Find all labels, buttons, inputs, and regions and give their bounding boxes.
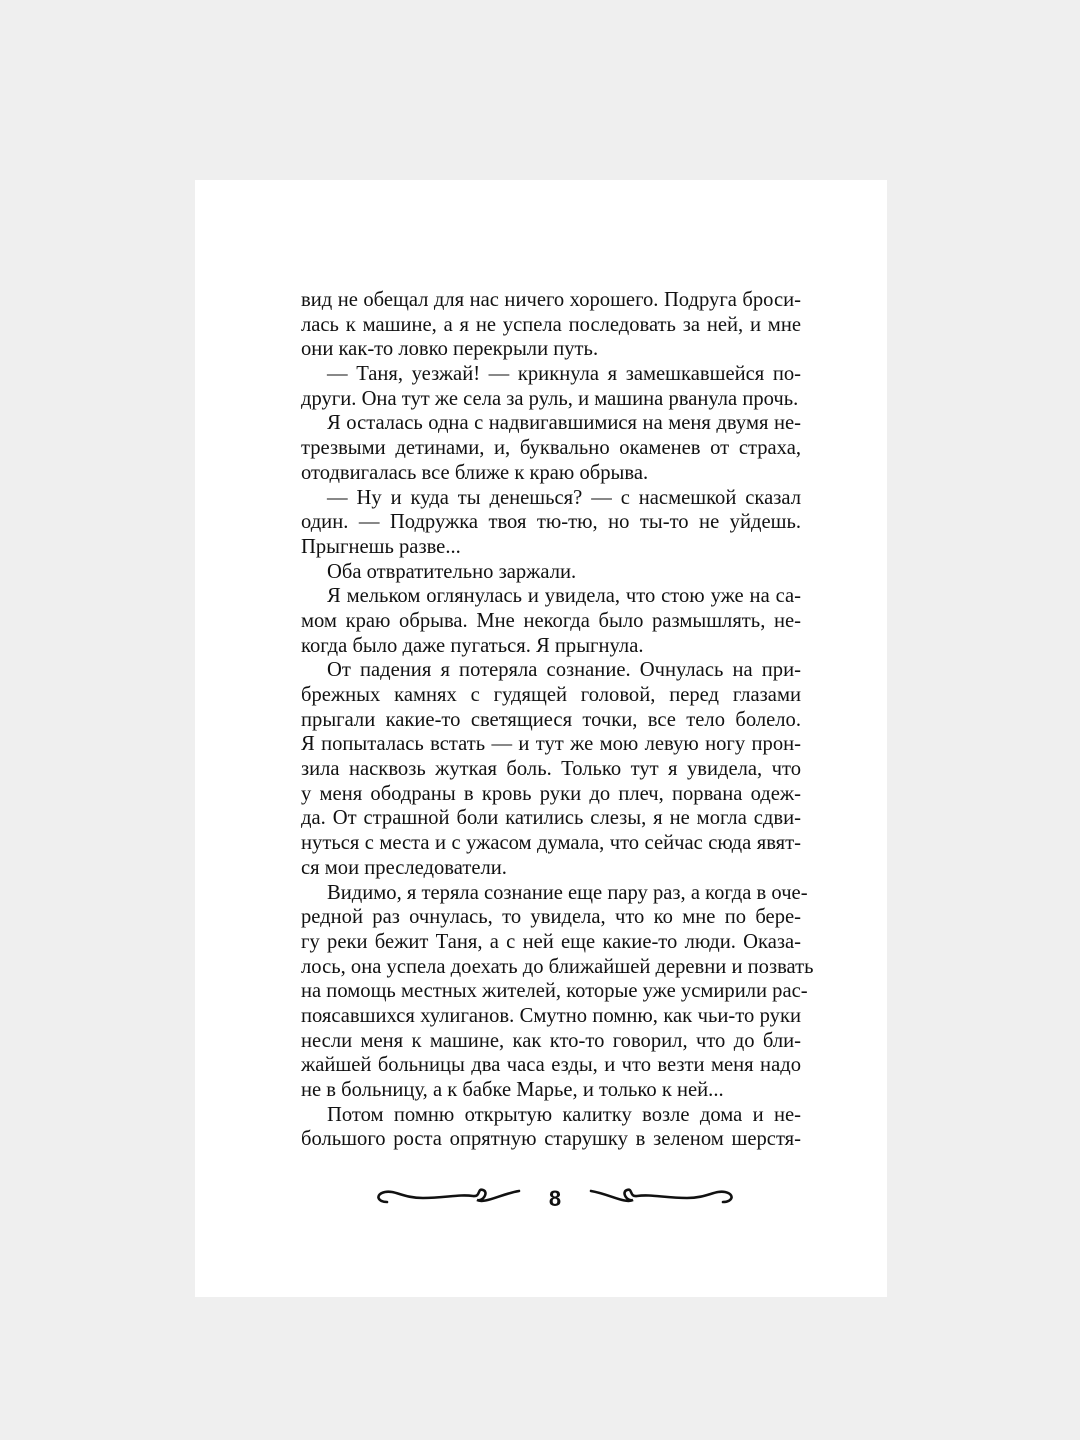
text-line: — Таня, уезжай! — крикнула я замешкавшейся по- xyxy=(327,363,801,386)
text-line: нуться с места и с ужасом думала, что сейчас сюда явят- xyxy=(301,832,801,855)
text-line: Оба отвратительно заржали. xyxy=(327,560,577,583)
text-line: — Ну и куда ты денешься? — с насмешкой сказал xyxy=(327,486,801,509)
text-line: От падения я потеряла сознание. Очнулась на при- xyxy=(327,659,801,682)
text-line: у меня ободраны в кровь руки до плеч, порвана одеж- xyxy=(301,782,801,805)
right-flourish-ornament xyxy=(587,1180,737,1216)
text-line: Прыгнешь разве... xyxy=(301,535,461,558)
text-line: други. Она тут же села за руль, и машина рванула прочь. xyxy=(301,387,799,410)
text-line: один. — Подружка твоя тю-тю, но ты-то не уйдешь. xyxy=(301,511,801,534)
text-line: Видимо, я теряла сознание еще пару раз, а когда в оче- xyxy=(327,881,808,904)
text-line: гу реки бежит Таня, а с ней еще какие-то люди. Оказа- xyxy=(301,930,801,953)
text-line: отодвигалась все ближе к краю обрыва. xyxy=(301,461,649,484)
body-text xyxy=(301,288,814,1152)
text-line: вид не обещал для нас ничего хорошего. Подруга броси- xyxy=(301,289,801,311)
text-line: да. От страшной боли катились слезы, я не могла сдви- xyxy=(301,807,801,830)
page-footer xyxy=(373,1180,737,1224)
text-line: лось, она успела доехать до ближайшей деревни и позвать xyxy=(301,955,814,978)
text-line: поясавшихся хулиганов. Смутно помню, как чьи-то руки xyxy=(301,1004,801,1027)
text-line: ся мои преследователи. xyxy=(301,856,507,879)
text-line: мом краю обрыва. Мне некогда было размышлять, не- xyxy=(301,609,801,632)
text-line: лась к машине, а я не успела последовать за ней, и мне xyxy=(301,313,801,336)
text-line: Я попыталась встать — и тут же мою левую ногу прон- xyxy=(301,733,801,756)
text-line: жайшей больницы два часа езды, и что везти меня надо xyxy=(301,1054,801,1077)
text-line: брежных камнях с гудящей головой, перед глазами xyxy=(301,684,801,706)
text-line: не в больницу, а к бабке Марье, и только к ней... xyxy=(301,1079,724,1101)
text-line: большого роста опрятную старушку в зеленом шерстя- xyxy=(301,1128,801,1151)
text-line: на помощь местных жителей, которые уже усмирили рас- xyxy=(301,980,808,1003)
page-number: 8 xyxy=(548,1186,562,1211)
text-line: трезвыми детинами, и, буквально окаменев от страха, xyxy=(301,437,801,460)
text-line: редной раз очнулась, то увидела, что ко мне по бере- xyxy=(301,906,801,929)
text-line: Я осталась одна с надвигавшимися на меня двумя не- xyxy=(327,412,801,435)
text-line: когда было даже пугаться. Я прыгнула. xyxy=(301,634,644,657)
book-page xyxy=(195,180,887,1297)
text-line: прыгали какие-то светящиеся точки, все тело болело. xyxy=(301,708,801,731)
text-line: зила насквозь жуткая боль. Только тут я увидела, что xyxy=(301,758,801,781)
text-line: несли меня к машине, как кто-то говорил, что до бли- xyxy=(301,1029,801,1052)
text-line: Я мельком оглянулась и увидела, что стою уже на са- xyxy=(327,585,801,608)
text-line: они как-то ловко перекрыли путь. xyxy=(301,338,599,361)
text-line: Потом помню открытую калитку возле дома и не- xyxy=(327,1103,801,1126)
